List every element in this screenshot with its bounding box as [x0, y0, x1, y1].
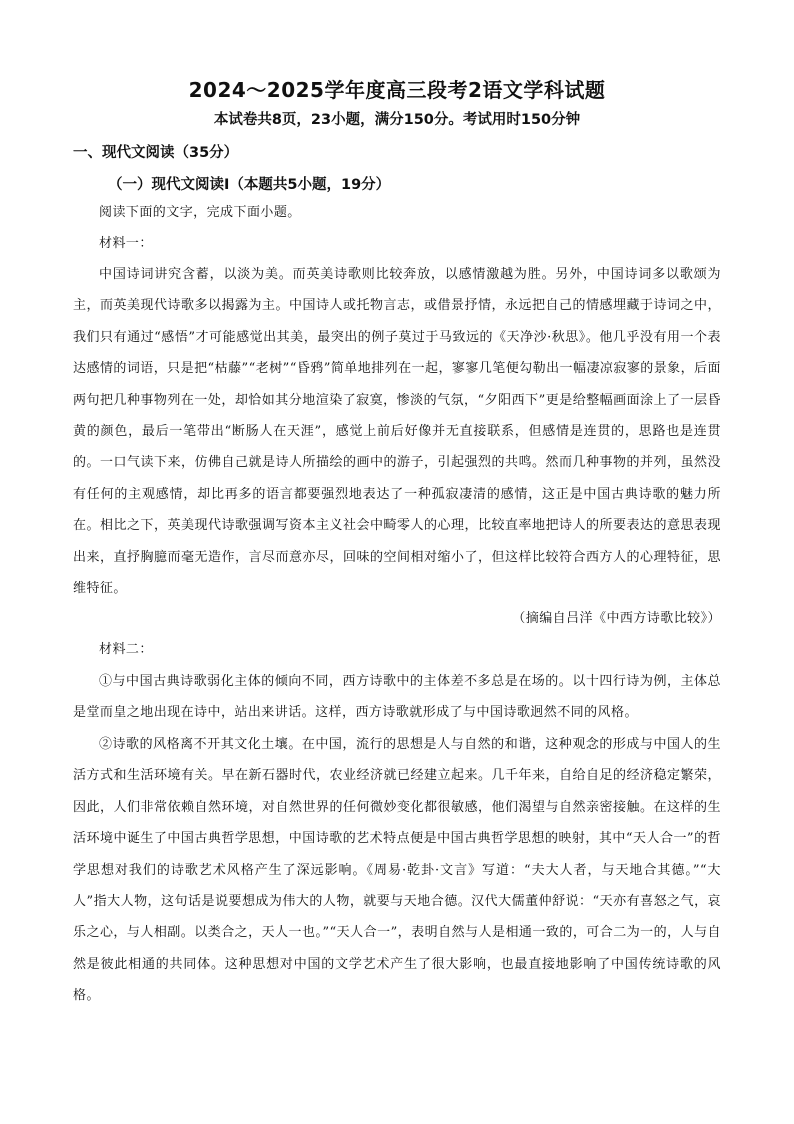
material2-para1-text: ①与中国古典诗歌弱化主体的倾向不同，西方诗歌中的主体差不多总是在场的。以十四行诗为例，主体总是堂而皇之地出现在诗中，站出来讲话。这样，西方诗歌就形成了与中国诗歌迥然不同的风格。 [73, 674, 721, 721]
subsection-heading: （一）现代文阅读Ⅰ（本题共5小题，19分） [108, 177, 391, 193]
material2-label-block [73, 634, 721, 665]
material2-paragraph-1 [73, 666, 721, 729]
exam-title: 2024～2025学年度高三段考2语文学科试题 [188, 78, 606, 102]
material2-paragraph-2 [73, 729, 721, 1012]
material1-text: 中国诗词讲究含蓄，以淡为美。而英美诗歌则比较奔放，以感情激越为胜。另外，中国诗词多以歌颂为主，而英美现代诗歌多以揭露为主。中国诗人或托物言志，或借景抒情，永远把自己的情感埋藏于诗词之中，我们只有通过“感悟”才可能感觉出其美，最突出的例子莫过于马致远的《天净沙·秋思》。他几乎没有用一个表达感情的词语，只是把“枯藤”“老树”“昏鸦”简单地排列在一起，寥寥几笔便勾勒出一幅凄凉寂寥的景象，后面两句把几种事物列在一处，却恰如其分地渲染了寂寞，惨淡的气氛，“夕阳西下”更是给整幅画面涂上了一层昏黄的颜色，最后一笔带出“断肠人在天涯”，感觉上前后好像并无直接联系，但感情是连贯的，思路也是连贯的。一口气读下来，仿佛自己就是诗人所描绘的画中的游子，引起强烈的共鸣。然而几种事物的并列，虽然没有任何的主观感情，却比再多的语言都要强烈地表达了一种孤寂凄清的感情，这正是中国古典诗歌的魅力所在。相比之下，英美现代诗歌强调写资本主义社会中畸零人的心理，比较直率地把诗人的所要表达的意思表现出来，直抒胸臆而毫无造作，言尽而意亦尽，回味的空间相对缩小了，但这样比较符合西方人的心理特征，思维特征。 [73, 267, 721, 597]
material1-source: （摘编自吕洋《中西方诗歌比较》） [512, 611, 721, 626]
exam-subtitle: 本试卷共8页，23小题，满分150分。考试用时150分钟 [213, 112, 581, 128]
material2-para2-text: ②诗歌的风格离不开其文化土壤。在中国，流行的思想是人与自然的和谐，这种观念的形成与中国人的生活方式和生活环境有关。早在新石器时代，农业经济就已经建立起来。几千年来，自给自足的经济稳定繁荣，因此，人们非常依赖自然环境，对自然世界的任何微妙变化都很敏感，他们渴望与自然亲密接触。在这样的生活环境中诞生了中国古典哲学思想，中国诗歌的艺术特点便是中国古典哲学思想的映射，其中“天人合一”的哲学思想对我们的诗歌艺术风格产生了深远影响。《周易·乾卦·文言》写道：“夫大人者，与天地合其德。”“大人”指大人物，这句话是说要想成为伟大的人物，就要与天地合德。汉代大儒董仲舒说：“天亦有喜怒之气，哀乐之心，与人相副。以类合之，天人一也。”“天人合一”，表明自然与人是相通一致的，可合二为一的，人与自然是彼此相通的共同体。这种思想对中国的文学艺术产生了很大影响，也最直接地影响了中国传统诗歌的风格。 [73, 737, 721, 1004]
reading-instruction [73, 197, 721, 228]
material1-paragraph [73, 259, 721, 604]
instruction-text: 阅读下面的文字，完成下面小题。 [99, 205, 301, 220]
material2-label: 材料二： [99, 642, 153, 657]
material1-label-block [73, 228, 721, 259]
section-heading: 一、现代文阅读（35分） [73, 145, 239, 161]
material1-label: 材料一： [99, 236, 153, 251]
material1-source-block [73, 603, 721, 634]
